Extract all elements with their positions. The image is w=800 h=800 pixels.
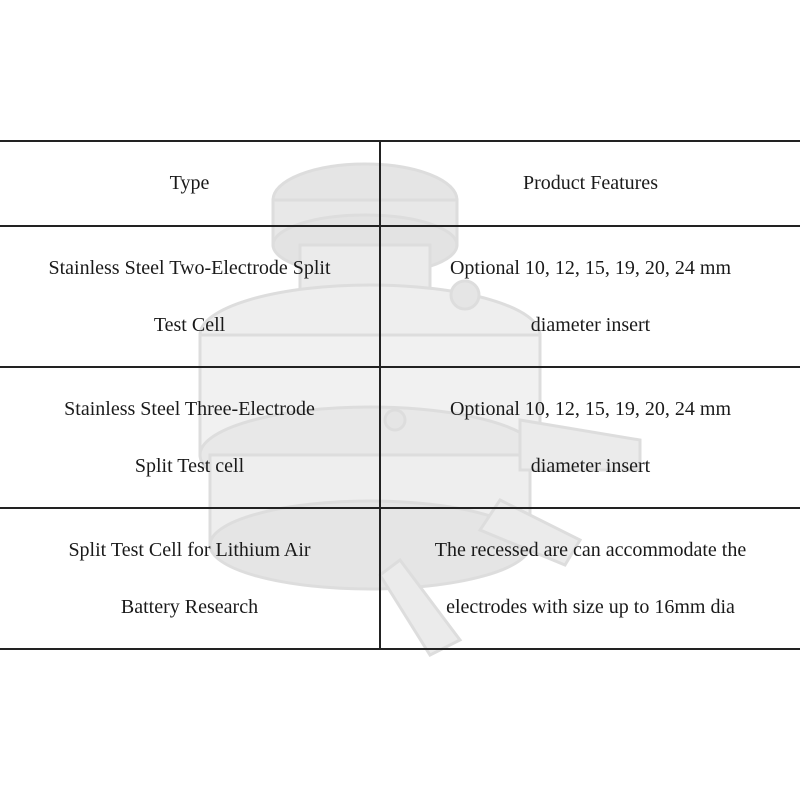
features-cell: [380, 367, 800, 508]
type-line: Stainless Steel Two-Electrode Split: [48, 256, 331, 279]
features-cell: [380, 226, 800, 367]
type-cell: [0, 508, 380, 649]
table-row: [0, 226, 800, 367]
table-row: [0, 367, 800, 508]
features-line: The recessed are can accommodate the: [434, 538, 747, 561]
type-line: Battery Research: [120, 595, 259, 618]
features-line: Optional 10, 12, 15, 19, 20, 24 mm: [449, 397, 732, 420]
features-line: diameter insert: [530, 313, 651, 336]
type-line: Split Test cell: [134, 454, 245, 477]
header-type: Type: [0, 141, 380, 226]
product-spec-table: [0, 140, 800, 650]
features-cell: [380, 508, 800, 649]
header-product-features: Product Features: [380, 141, 800, 226]
type-line: Split Test Cell for Lithium Air: [68, 538, 311, 561]
table-row: [0, 508, 800, 649]
type-line: Test Cell: [153, 313, 226, 336]
features-line: electrodes with size up to 16mm dia: [446, 595, 735, 618]
type-line: Stainless Steel Three-Electrode: [64, 397, 315, 420]
table-header-row: [0, 141, 800, 226]
features-line: diameter insert: [530, 454, 651, 477]
type-cell: [0, 367, 380, 508]
type-cell: [0, 226, 380, 367]
features-line: Optional 10, 12, 15, 19, 20, 24 mm: [449, 256, 732, 279]
